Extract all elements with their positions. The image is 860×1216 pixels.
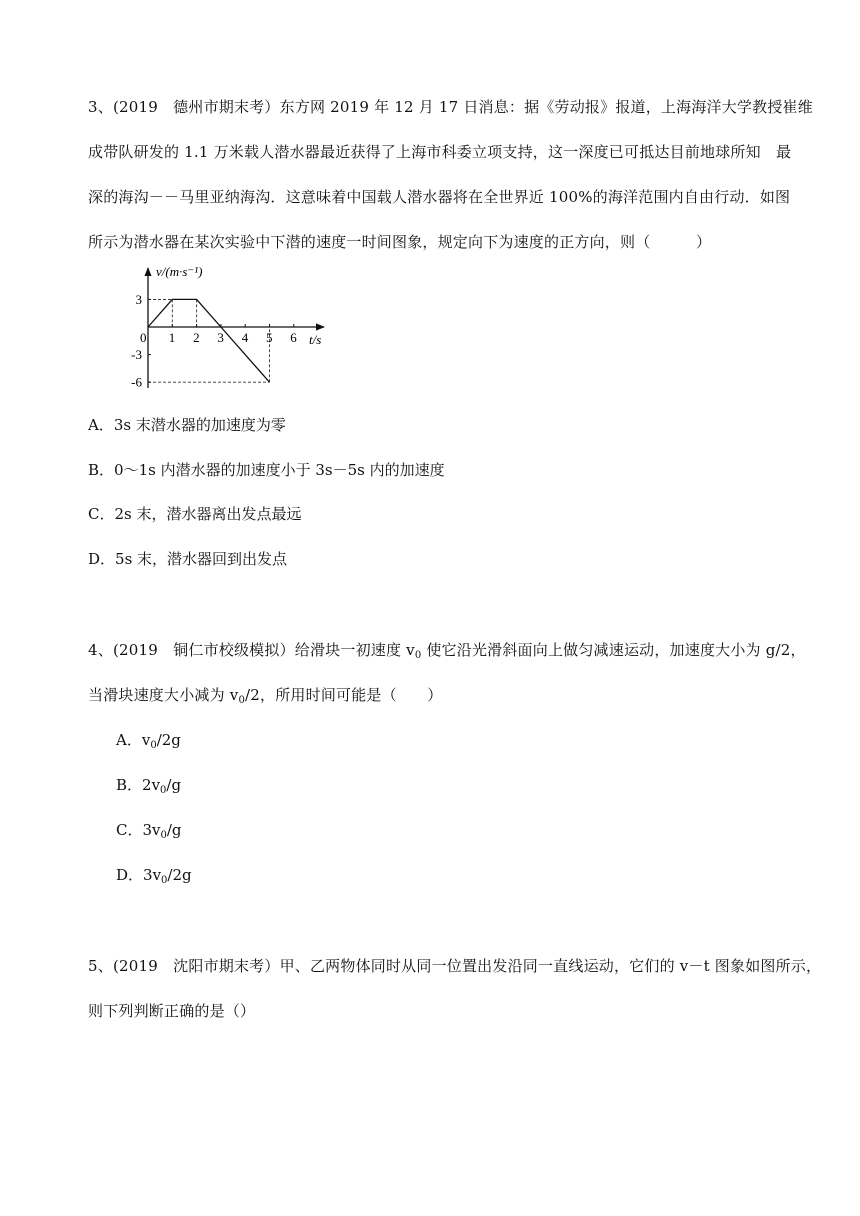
x-axis-label: t/s [309,332,322,347]
x-tick-label: 3 [217,330,224,345]
q4-option-c-pre: C．3v [116,821,161,839]
velocity-time-chart [128,262,338,392]
y-tick-label: 3 [135,291,142,307]
q3-line-4: 所示为潜水器在某次实验中下潜的速度一时间图象，规定向下为速度的正方向，则（ ） [88,233,712,251]
q3-line-1: 3、(2019 德州市期末考）东方网 2019 年 12 月 17 日消息：据《劳动报》报道，上海海洋大学教授崔维 [88,98,813,116]
q3-line-3: 深的海沟－－马里亚纳海沟．这意味着中国载人潜水器将在全世界近 100%的海洋范围内自由行动．如图 [88,188,791,206]
q4-option-a-sub: 0 [150,740,157,751]
x-tick-label: 5 [266,330,273,345]
q4-option-d-sub: 0 [161,875,168,886]
q4-line-2-subscript: 0 [238,695,246,706]
q4-option-a [116,729,181,750]
q4-option-c-post: /g [166,821,182,839]
q3-option-b: B．0～1s 内潜水器的加速度小于 3s－5s 内的加速度 [88,461,445,479]
x-tick-label: 1 [168,330,176,345]
q4-option-a-post: /2g [156,731,181,749]
x-tick-label: 0 [140,330,147,345]
x-tick-label: 6 [290,330,297,345]
q5-line-2: 则下列判断正确的是（） [88,1002,256,1020]
q4-line-2 [88,684,442,705]
y-tick-label: -3 [131,347,142,363]
q4-option-b-pre: B．2v [116,776,161,794]
y-axis-label: v/(m·s⁻¹) [156,264,203,279]
velocity-series-line [148,299,270,382]
q3-option-a: A．3s 末潜水器的加速度为零 [88,416,286,434]
q4-option-b [116,774,181,795]
q4-line-1-subscript: 0 [414,650,422,661]
q4-option-b-post: /g [166,776,182,794]
q4-option-d-post: /2g [167,866,192,884]
q4-option-d [116,864,192,885]
q3-option-c: C．2s 末，潜水器离出发点最远 [88,505,302,523]
y-tick-label: -6 [131,374,142,390]
q5-line-1: 5、(2019 沈阳市期末考）甲、乙两物体同时从同一位置出发沿同一直线运动，它们的 v－t 图象如图所示， [88,957,822,975]
q3-option-d: D．5s 末，潜水器回到出发点 [88,550,288,568]
q4-line-1-text-b: 使它沿光滑斜面向上做匀减速运动，加速度大小为 g/2， [421,641,806,659]
q4-option-d-pre: D．3v [116,866,162,884]
q4-line-2-text-b: /2，所用时间可能是（ ） [245,686,443,704]
q4-option-b-sub: 0 [160,785,167,796]
q4-option-c [116,819,182,840]
q4-line-2-text-a: 当滑块速度大小减为 v [88,686,239,704]
q4-option-a-pre: A．v [116,731,151,749]
x-tick-label: 2 [193,330,200,345]
q4-option-c-sub: 0 [160,830,167,841]
q3-line-2: 成带队研发的 1.1 万米载人潜水器最近获得了上海市科委立项支持，这一深度已可抵达目前地球所知 最 [88,143,792,161]
x-tick-label: 4 [241,330,249,345]
q4-line-1 [88,639,806,660]
q4-line-1-text-a: 4、(2019 铜仁市校级模拟）给滑块一初速度 v [88,641,415,659]
